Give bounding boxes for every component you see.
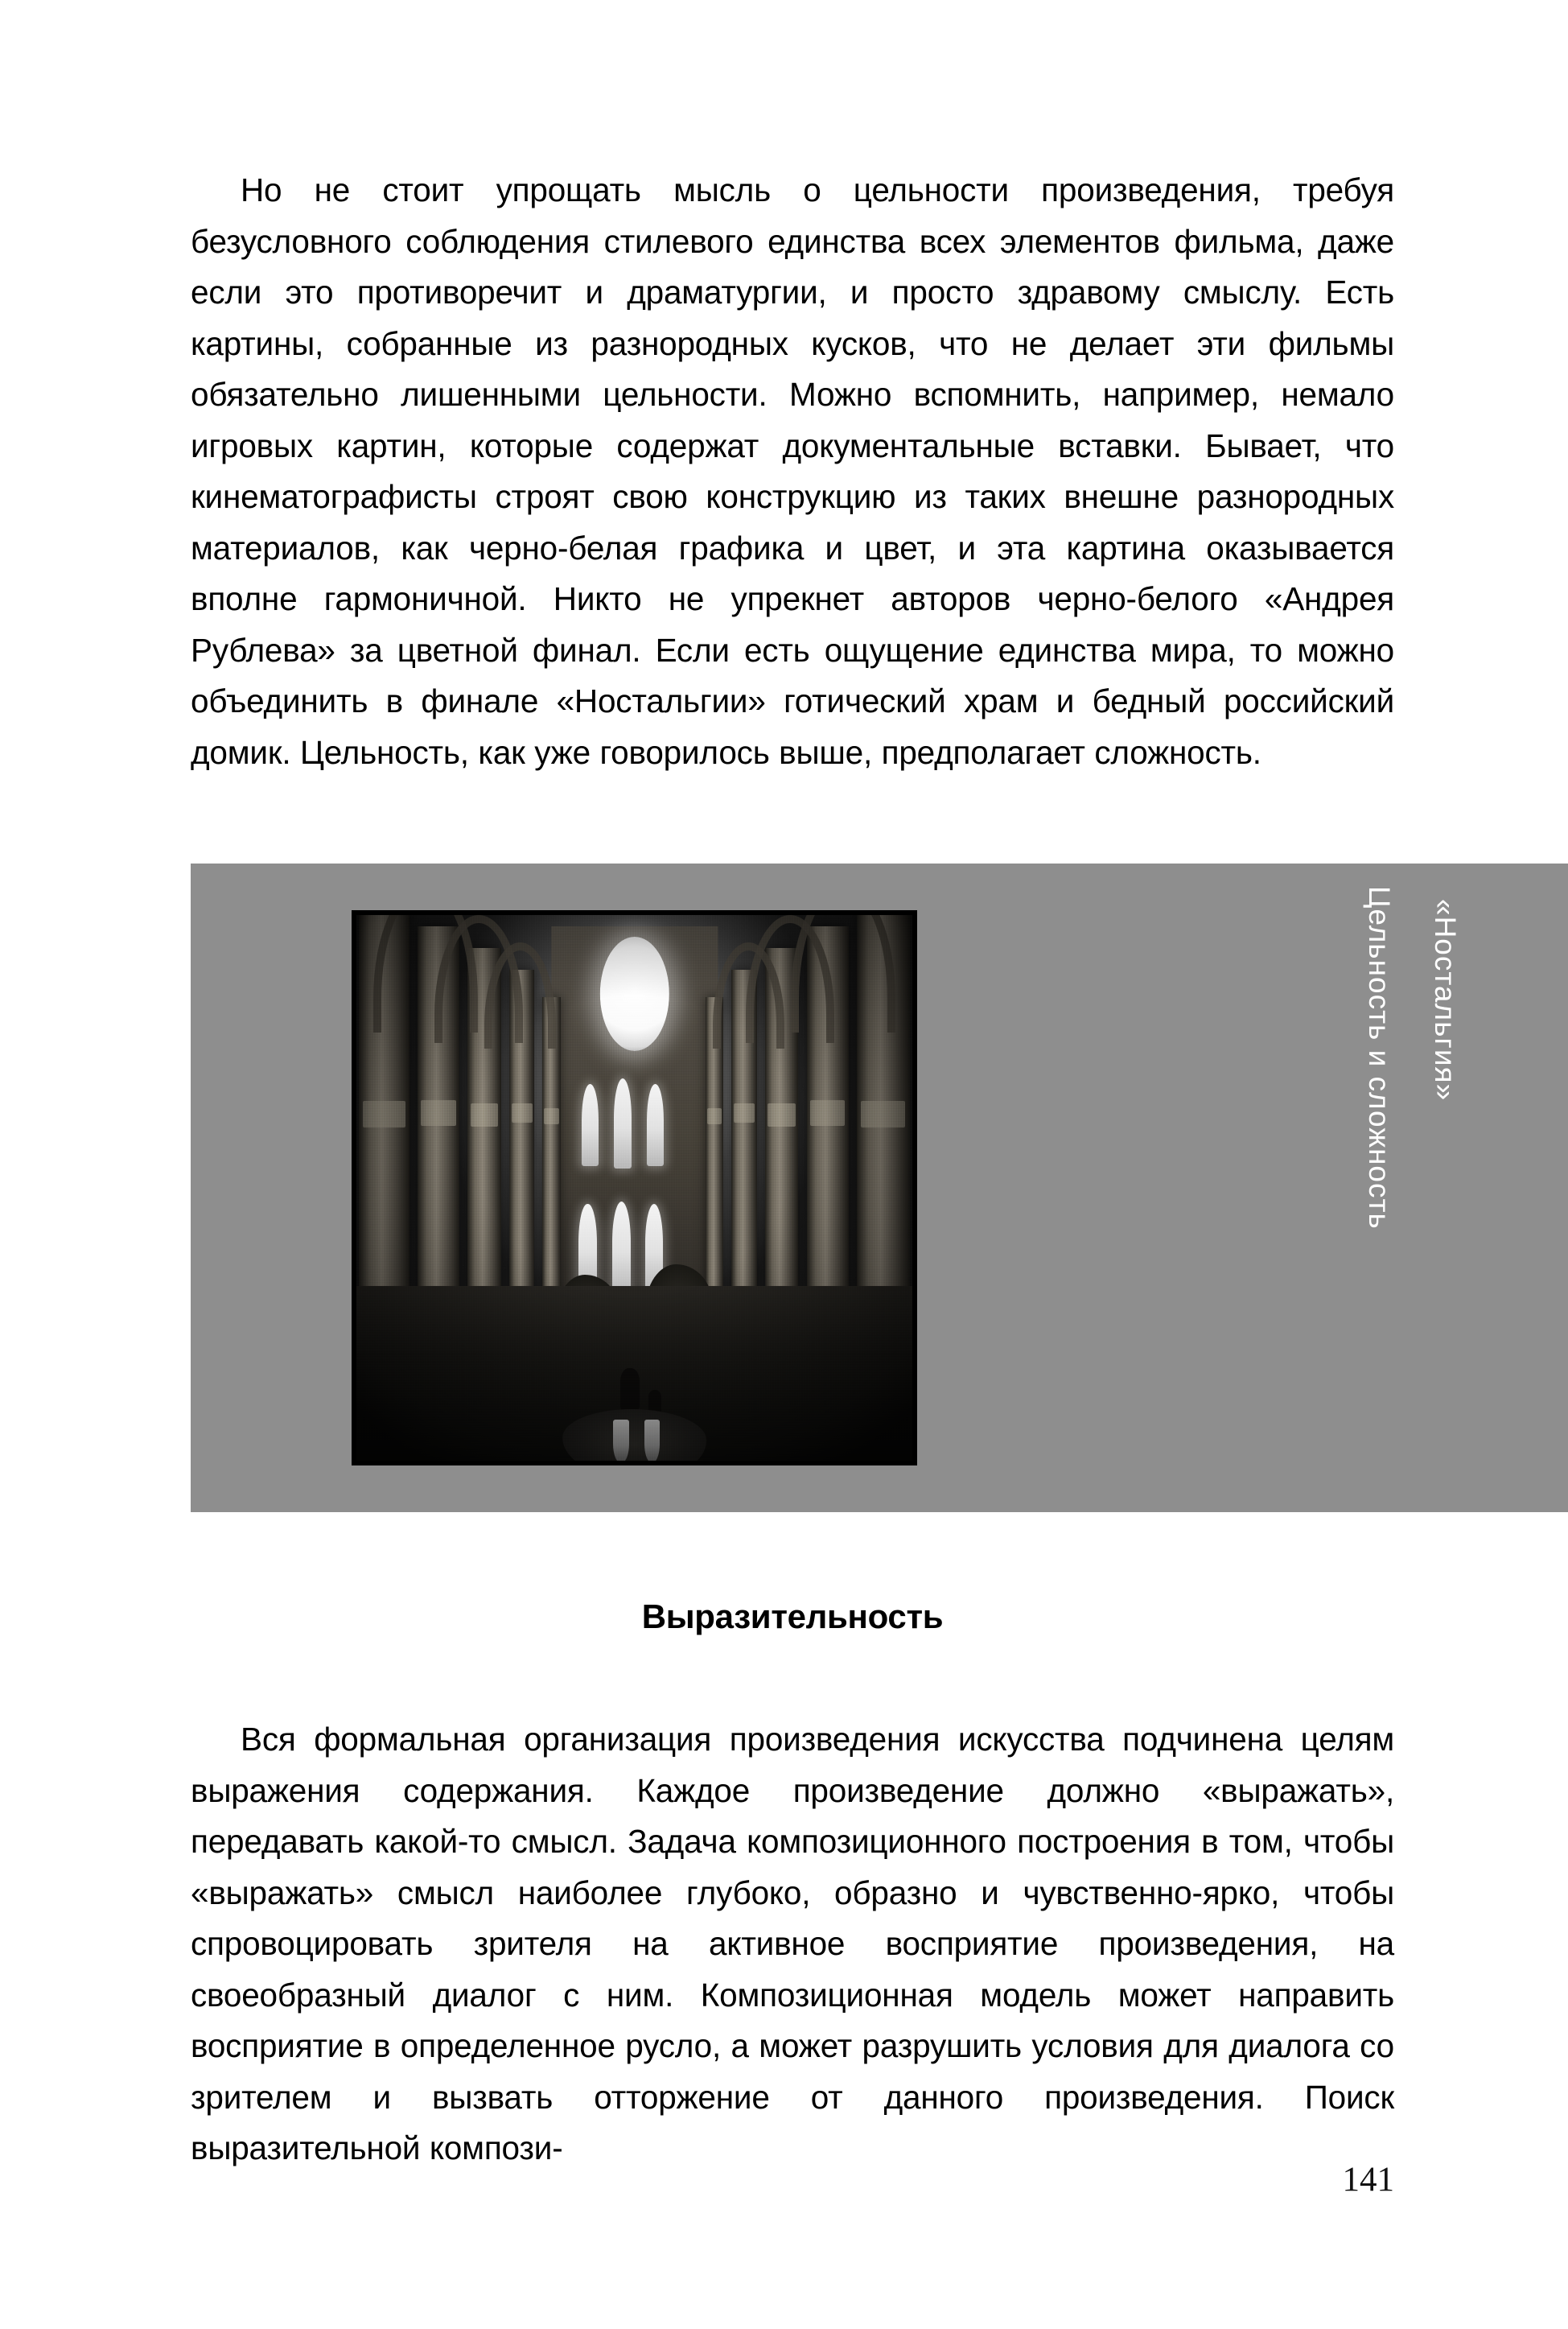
window-reflection-left <box>613 1420 628 1461</box>
running-head-film-title: «Ностальгия» <box>1429 899 1462 1102</box>
lancet-window-upper-right <box>647 1084 664 1166</box>
photo-frame <box>352 910 917 1465</box>
body-text-bottom <box>191 1714 1394 2174</box>
lancet-window-lower-center <box>612 1202 631 1294</box>
lancet-window-upper-center <box>614 1078 632 1169</box>
lancet-window-upper-left <box>582 1084 599 1166</box>
film-still-nostalghia <box>356 915 912 1461</box>
rose-window-icon <box>599 937 669 1051</box>
page-number: 141 <box>1342 2161 1394 2199</box>
paragraph-cohesion: Но не стоит упрощать мысль о цельности произведения, требуя безусловного соблюдения стилевого единства всех элементов фильма, даже если это противоречит и драматургии, и просто здравому смыслу. Есть картины, собранные из разнородных кусков, что не делает эти фильмы обязательно лишенными цельности. Можно вспомнить, например, немало игровых картин, которые содержат документальные вставки. Бывает, что кинематографисты строят свою конструкцию из таких внешне разнородных материалов, как черно-белая графика и цвет, и эта картина оказывается вполне гармоничной. Никто не упрекнет авторов черно-белого «Андрея Рублева» за цветной финал. Если есть ощущение единства мира, то можно объединить в финале «Ностальгии» готический храм и бедный российский домик. Цельность, как уже говорилось выше, предполагает сложность. <box>191 171 1394 771</box>
seated-figure-main <box>620 1368 639 1412</box>
window-reflection-right <box>644 1420 660 1461</box>
section-heading-expressiveness: Выразительность <box>641 1597 944 1635</box>
paragraph-expressiveness: Вся формальная организация произведения искусства подчинена целям выражения содержания. Каждое произведение должно «выражать», передавать какой-то смысл. Задача композиционного построения в том, чтобы «выражать» смысл наиболее глубоко, образно и чувственно-ярко, чтобы спровоцировать зрителя на активное восприятие произведения, на своеобразный диалог с ним. Композиционная модель может направить восприятие в определенное русло, а может разрушить условия для диалога со зрителем и вызвать отторжение от данного произведения. Поиск выразительной компози- <box>191 1721 1394 2166</box>
body-text-top <box>191 165 1394 778</box>
figure-block <box>191 864 1568 1512</box>
running-head-chapter: Цельность и сложность <box>1363 886 1396 1230</box>
